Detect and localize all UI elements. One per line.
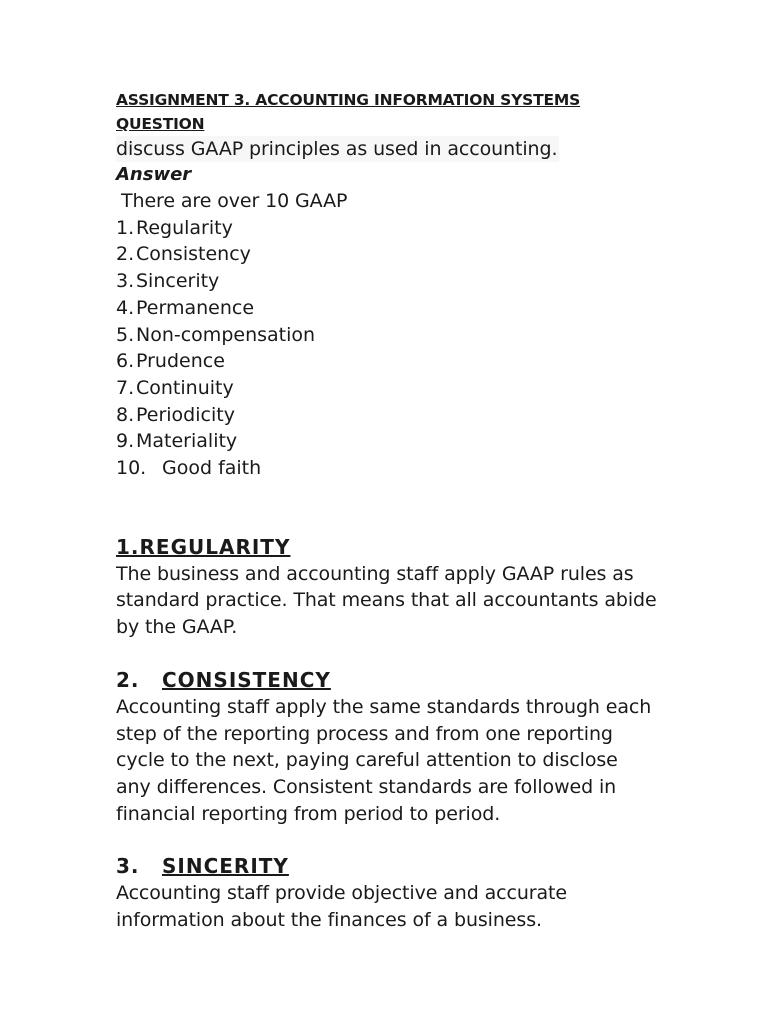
list-item-number: 6. (116, 350, 135, 373)
list-item-number: 7. (116, 376, 135, 399)
list-item (116, 241, 676, 268)
spacer (116, 641, 676, 667)
list-item-number: 2. (116, 243, 135, 266)
list-item (116, 455, 676, 482)
section-sincerity (116, 853, 676, 933)
section-consistency (116, 667, 676, 828)
section-title: SINCERITY (162, 854, 289, 879)
list-item (116, 402, 676, 429)
answer-intro: There are over 10 GAAP (121, 190, 348, 212)
list-item-number: 10. (116, 457, 147, 480)
section-number: 3. (116, 854, 140, 879)
list-item (116, 348, 676, 375)
list-item-label: Non-compensation (136, 323, 316, 346)
list-item-label: Continuity (136, 376, 234, 399)
list-item-label: Prudence (136, 350, 225, 373)
list-item-label: Regularity (136, 216, 233, 239)
section-line: by the GAAP. (116, 616, 238, 639)
answer-label: Answer (116, 164, 192, 185)
section-heading (116, 853, 676, 880)
list-item-number: 4. (116, 296, 135, 319)
list-item-number: 9. (116, 430, 135, 453)
section-heading (116, 534, 676, 561)
list-item-label: Periodicity (136, 403, 235, 426)
list-item-label: Sincerity (136, 270, 220, 293)
list-item-label: Materiality (136, 430, 238, 453)
section-title: CONSISTENCY (162, 667, 331, 692)
list-item (116, 322, 676, 349)
section-regularity (116, 534, 676, 641)
section-line: cycle to the next, paying careful attention to disclose (116, 749, 618, 772)
section-line: step of the reporting process and from one reporting (116, 722, 613, 745)
section-line: Accounting staff provide objective and accurate (116, 882, 567, 905)
section-line: standard practice. That means that all accountants abide (116, 589, 657, 612)
list-item-label: Good faith (162, 457, 262, 480)
list-item (116, 428, 676, 455)
section-number: 1. (116, 534, 140, 559)
section-heading (116, 667, 676, 694)
spacer (116, 482, 676, 534)
question-label: QUESTION (116, 115, 205, 133)
list-item-label: Consistency (136, 243, 251, 266)
document-body (116, 88, 676, 934)
list-item (116, 295, 676, 322)
list-item-number: 1. (116, 216, 135, 239)
section-line: The business and accounting staff apply GAAP rules as (116, 562, 634, 585)
list-item-number: 5. (116, 323, 135, 346)
section-line: financial reporting from period to period. (116, 802, 501, 825)
section-line: information about the finances of a business. (116, 909, 542, 932)
list-item (116, 215, 676, 242)
section-line: any differences. Consistent standards are followed in (116, 775, 617, 798)
list-item-number: 8. (116, 403, 135, 426)
list-item-number: 3. (116, 270, 135, 293)
section-number: 2. (116, 667, 140, 692)
section-title: REGULARITY (139, 534, 291, 559)
list-item-label: Permanence (136, 296, 255, 319)
spacer (116, 827, 676, 853)
list-item (116, 375, 676, 402)
question-text: discuss GAAP principles as used in accounting. (116, 138, 558, 160)
section-line: Accounting staff apply the same standards through each (116, 695, 652, 718)
assignment-title: ASSIGNMENT 3. ACCOUNTING INFORMATION SYSTEMS (116, 91, 581, 109)
list-item (116, 268, 676, 295)
gaap-principles-list (116, 215, 676, 482)
